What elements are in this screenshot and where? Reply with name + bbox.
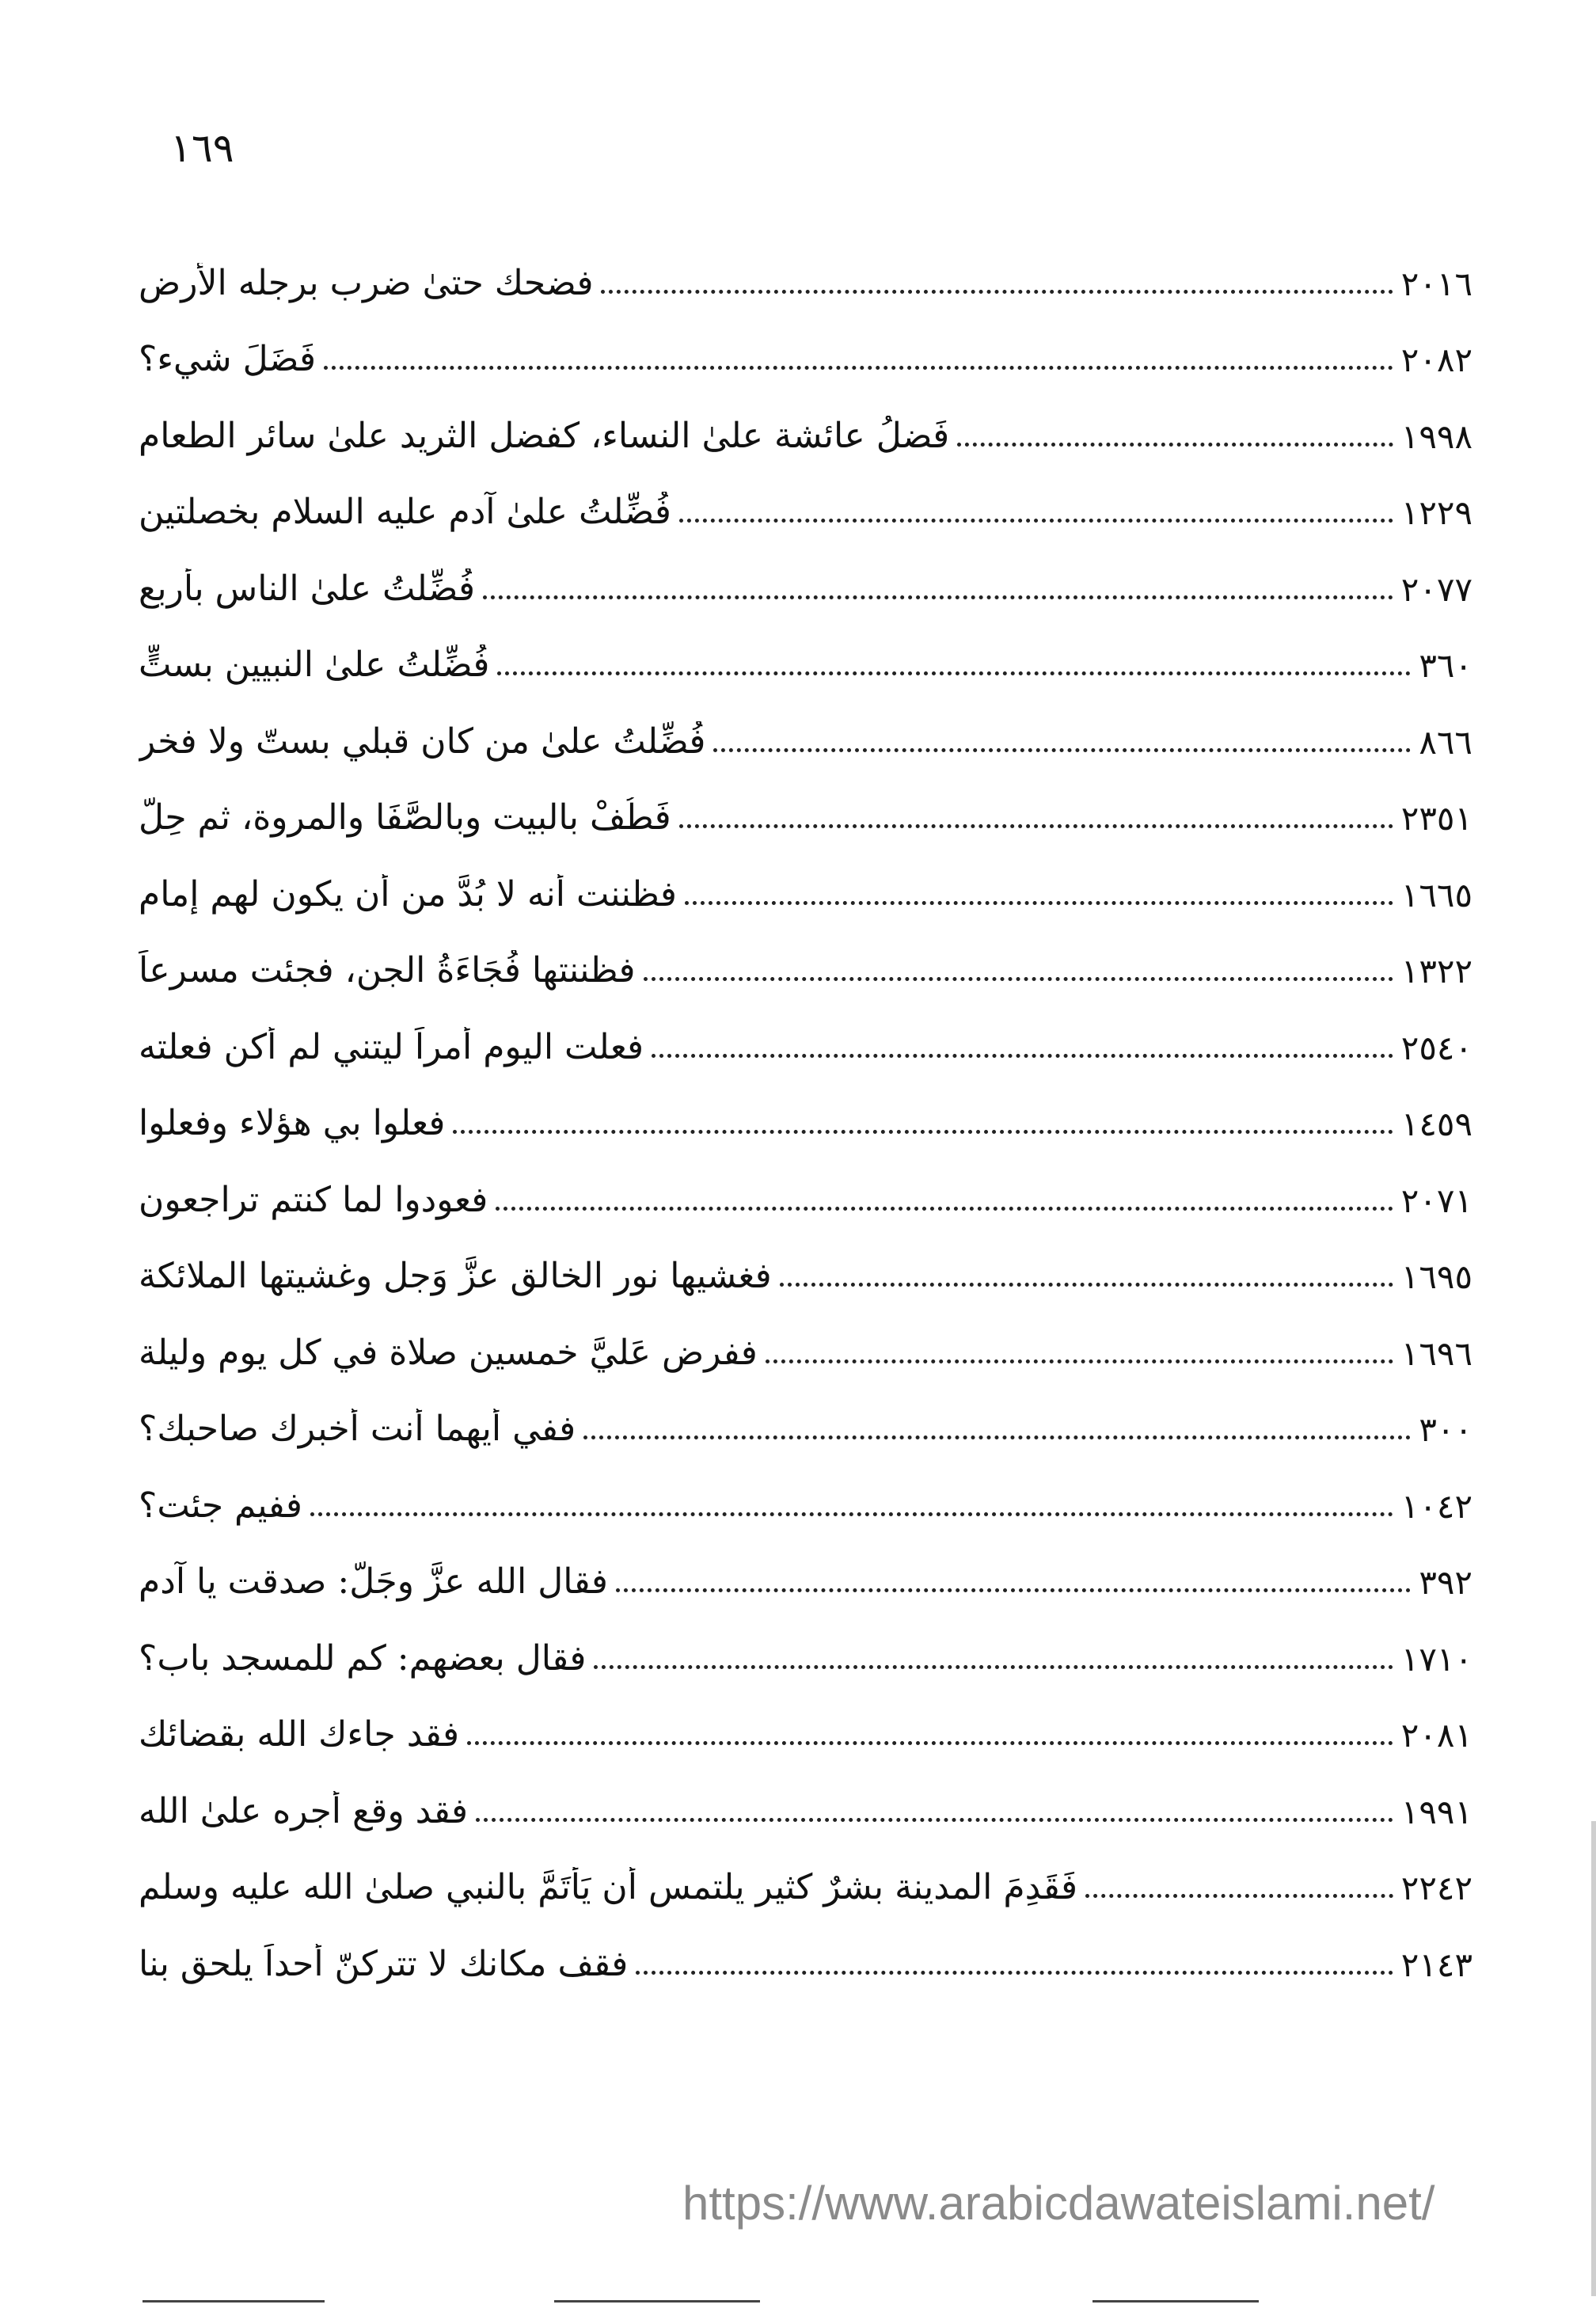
entry-text: فقال بعضهم: كم للمسجد باب؟ [139,1637,587,1679]
entry-text: فُضِّلتُ علىٰ الناس بأربع [139,568,476,609]
entry-text: فظننتها فُجَاءَةُ الجن، فجئت مسرعاً [139,950,636,991]
index-entry-row [139,1613,1472,1690]
entry-page-number: ١٩٩١ [1400,1792,1472,1831]
index-entry-row [139,390,1472,467]
entry-text: فَطُفْ بالبيت وبالصَّفَا والمروة، ثم حِلّ [139,797,671,838]
index-entry-row [139,1842,1472,1919]
bottom-rule [554,2300,760,2302]
entry-text: فعلت اليوم أمراً ليتني لم أكن فعلته [139,1026,644,1067]
scan-edge-shadow [1591,1821,1596,2296]
page-number: ١٦٩ [170,125,234,171]
entry-page-number: ٣٦٠ [1419,646,1472,685]
dot-leader [476,1818,1393,1822]
index-entry-row [139,1918,1472,1995]
index-entry-row [139,1307,1472,1384]
dot-leader [583,1435,1411,1439]
index-entry-row [139,314,1472,391]
entry-text: فقد وقع أجره علىٰ الله [139,1790,469,1831]
entry-text: فغشيها نور الخالق عزَّ وَجل وغشيتها الملائكة [139,1256,772,1296]
index-entry-row [139,926,1472,1002]
entry-text: فضحك حتىٰ ضرب برجله الأرض [139,262,594,303]
index-entry-row [139,1384,1472,1461]
index-entry-row [139,1690,1472,1766]
dot-leader [679,519,1393,523]
entry-text: فُضِّلتُ علىٰ آدم عليه السلام بخصلتين [139,492,671,532]
entry-text: فعلوا بي هؤلاء وفعلوا [139,1103,446,1143]
entry-text: فعودوا لما كنتم تراجعون [139,1179,488,1220]
entry-page-number: ٢٠٧٧ [1400,569,1472,609]
entry-page-number: ١٠٤٢ [1400,1486,1472,1526]
entry-page-number: ١٦٩٦ [1400,1333,1472,1373]
entry-page-number: ٢٠٨٢ [1400,340,1472,379]
index-entry-row [139,620,1472,697]
entry-page-number: ٢٠١٦ [1400,264,1472,303]
entry-text: ففرض عَليَّ خمسين صلاة في كل يوم وليلة [139,1332,758,1373]
entry-text: فقف مكانك لا تتركنّ أحداً يلحق بنا [139,1943,629,1984]
dot-leader [652,1054,1393,1058]
dot-leader [453,1130,1393,1134]
dot-leader [679,824,1393,828]
index-entry-row [139,1537,1472,1614]
dot-leader [594,1665,1393,1669]
dot-leader [616,1588,1411,1592]
dot-leader [483,595,1393,599]
entry-page-number: ٢٠٨١ [1400,1716,1472,1755]
entry-text: فَضلُ عائشة علىٰ النساء، كفضل الثريد علىٰ سائر الطعام [139,415,950,456]
bottom-rule [142,2300,325,2302]
entry-text: فقد جاءك الله بقضائك [139,1714,460,1755]
index-entry-row [139,1460,1472,1537]
dot-leader [713,748,1411,752]
index-entry-row [139,1002,1472,1078]
dot-leader [467,1741,1393,1745]
dot-leader [310,1512,1393,1516]
dot-leader [644,977,1393,981]
dot-leader [497,671,1411,675]
entry-text: ففي أيهما أنت أخبرك صاحبك؟ [139,1409,576,1449]
entry-text: فُضِّلتُ علىٰ من كان قبلي بستّ ولا فخر [139,721,706,762]
entry-page-number: ١٧١٠ [1400,1639,1472,1679]
entry-page-number: ٨٦٦ [1419,722,1472,762]
index-entry-row [139,238,1472,314]
dot-leader [324,366,1393,370]
dot-leader [957,443,1393,447]
entry-text: فَقَدِمَ المدينة بشرٌ كثير يلتمس أن يَأتَمَّ بالنبي صلىٰ الله عليه وسلم [139,1867,1077,1907]
index-entry-row [139,849,1472,926]
entry-page-number: ١٤٥٩ [1400,1105,1472,1143]
dot-leader [601,290,1393,294]
entry-page-number: ١٦٦٥ [1400,875,1472,915]
index-entry-row [139,1766,1472,1842]
entry-text: فُضِّلتُ علىٰ النبيين بستٍّ [139,645,490,685]
entry-text: فقال الله عزَّ وجَلَّ: صدقت يا آدم [139,1561,608,1602]
bottom-rule [1092,2300,1259,2302]
entry-page-number: ١٦٩٥ [1400,1257,1472,1296]
entry-page-number: ١٩٩٨ [1400,416,1472,456]
index-entry-row [139,1154,1472,1231]
entry-page-number: ٣٠٠ [1419,1410,1472,1449]
entry-text: ففيم جئت؟ [139,1485,302,1526]
entry-text: فظننت أنه لا بُدَّ من أن يكون لهم إمام [139,873,677,915]
dot-leader [780,1283,1393,1287]
index-entry-row [139,773,1472,850]
index-entry-row [139,467,1472,544]
dot-leader [496,1207,1393,1211]
dot-leader [1085,1894,1393,1898]
index-entry-row [139,543,1472,620]
entry-page-number: ٢٠٧١ [1400,1181,1472,1220]
entry-text: فَضَلَ شيء؟ [139,339,317,379]
entry-page-number: ١٢٢٩ [1400,493,1472,532]
dot-leader [685,901,1393,905]
entry-page-number: ٢٢٤٢ [1400,1869,1472,1907]
entry-page-number: ١٣٢٢ [1400,952,1472,991]
dot-leader [636,1971,1393,1975]
entry-page-number: ٣٩٢ [1419,1563,1472,1602]
index-list [139,238,1472,1995]
watermark-url: https://www.arabicdawateislami.net/ [682,2177,1435,2230]
entry-page-number: ٢٥٤٠ [1400,1028,1472,1067]
dot-leader [766,1359,1393,1363]
entry-page-number: ٢١٤٣ [1400,1945,1472,1984]
index-entry-row [139,1078,1472,1155]
index-entry-row [139,696,1472,773]
entry-page-number: ٢٣٥١ [1400,799,1472,838]
index-entry-row [139,1231,1472,1308]
